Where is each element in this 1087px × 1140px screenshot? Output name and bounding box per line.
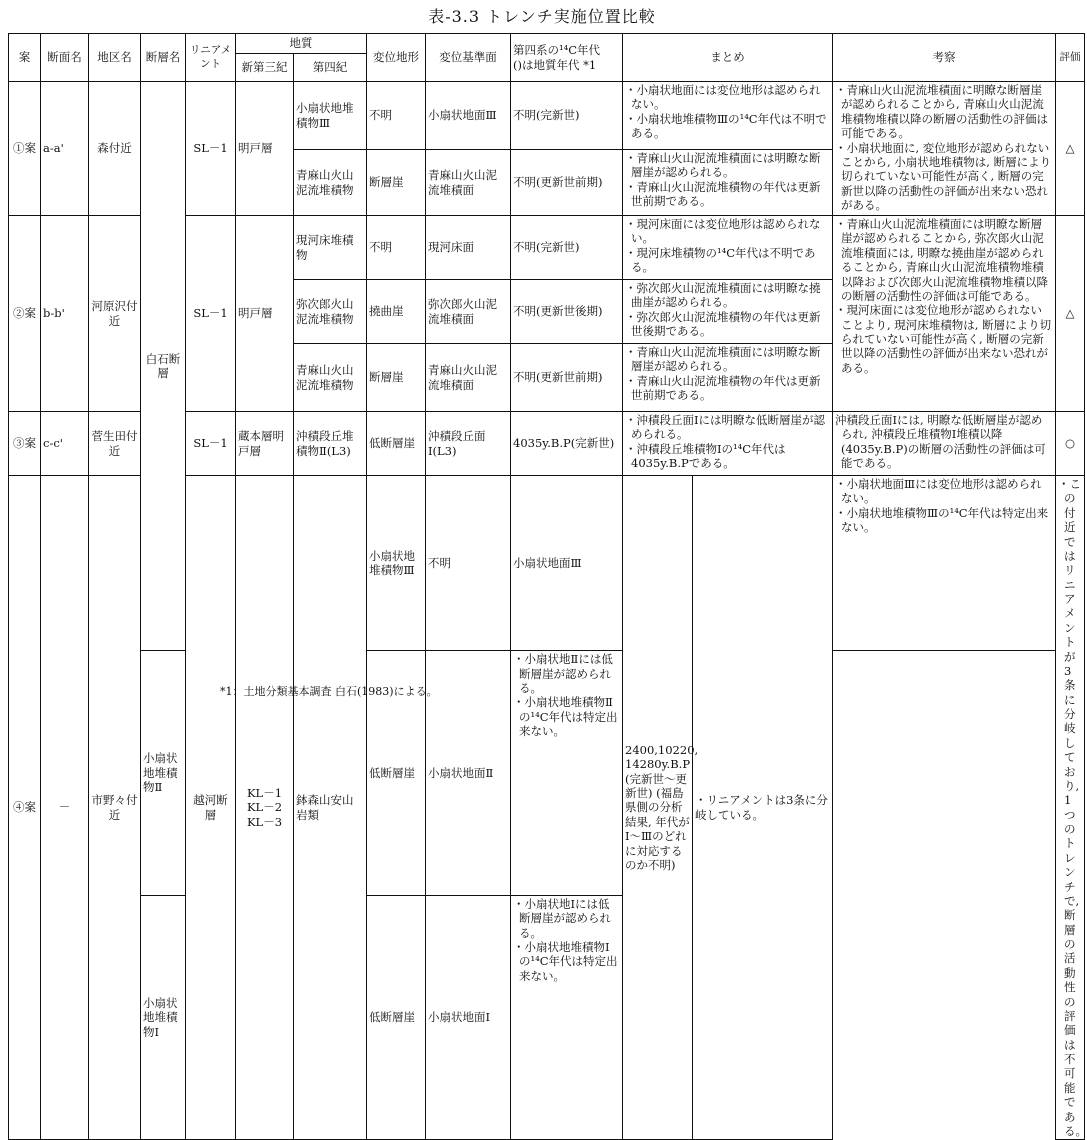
quaternary-cell: 沖積段丘堆積物Ⅱ(L3) [294,412,367,476]
neogene-cell: 明戸層 [236,82,294,216]
evaluation-cell: △ [1056,82,1085,216]
summary-line: ・小扇状地Ⅱには低断層崖が認められる。 [513,652,613,696]
age-cell: 不明(更新世前期) [511,150,623,216]
header-landform: 変位地形 [367,34,426,82]
summary-line: ・小扇状地面Ⅲには変位地形は認められない。 [835,477,1042,506]
datum-cell: 沖積段丘面Ⅰ(L3) [426,412,511,476]
summary-line: ・現河床堆積物の¹⁴C年代は不明である。 [625,245,816,275]
table-title: 表-3.3 トレンチ実施位置比較 [428,7,656,26]
discussion-line: ・青麻山火山泥流堆積面には明瞭な断層崖が認められることから, 弥次郎火山泥流堆積面には, 明瞭な撓曲崖が認められることから, 青麻山火山泥流堆積物堆積以降および次郎火山泥流堆積物堆積以降の断層の活動性の評価は可能である。 [835,217,1048,303]
summary-line: ・弥次郎火山泥流堆積面には明瞭な撓曲崖が認められる。 [625,281,821,310]
summary-cell [623,344,833,412]
area-cell: 森付近 [89,82,141,216]
quaternary-cell: 弥次郎火山泥流堆積物 [294,280,367,344]
summary-line: ・沖積段丘堆積物Ⅰの¹⁴C年代は4035y.B.Pである。 [625,441,786,471]
discussion-line: ・小扇状地面に, 変位地形が認められないことから, 小扇状地堆積物は, 断層により切られていない可能性が高く, 断層の完新世以降の活動性の評価が出来ない恐れがある。 [835,140,1052,212]
discussion-line: ・青麻山火山泥流堆積面に明瞭な断層崖が認められることから, 青麻山火山泥流堆積物堆積以降の断層の活動性の評価は可能である。 [835,83,1048,141]
landform-cell: 断層崖 [367,150,426,216]
header-evaluation: 評価 [1056,34,1085,82]
quaternary-cell: 小扇状地堆積物Ⅲ [367,476,426,651]
summary-line: ・沖積段丘面Ⅰには明瞭な低断層崖が認められる。 [625,413,826,442]
landform-cell: 撓曲崖 [367,280,426,344]
summary-line: ・青麻山火山泥流堆積面には明瞭な断層崖が認められる。 [625,345,821,374]
summary-line: ・青麻山火山泥流堆積面には明瞭な断層崖が認められる。 [625,151,821,180]
area-cell: 市野々付近 [89,476,141,1140]
age-cell: 4035y.B.P(完新世) [511,412,623,476]
age-cell: 不明(完新世) [511,82,623,150]
summary-cell [623,150,833,216]
table-row [9,82,1085,150]
neogene-cell: 蔵本層明戸層 [236,412,294,476]
summary-cell [623,82,833,150]
landform-cell: 不明 [367,216,426,280]
an-cell: ②案 [9,216,41,412]
area-cell: 菅生田付近 [89,412,141,476]
neogene-cell: 鉢森山安山岩類 [294,476,367,1140]
evaluation-cell: △ [1056,216,1085,412]
landform-cell: 不明 [426,476,511,651]
neogene-cell: 明戸層 [236,216,294,412]
table-row [9,651,1085,895]
lineament-cell: KL－1 KL－2 KL－3 [236,476,294,1140]
fault-cell: 白石断層 [141,82,186,651]
discussion-cell [833,216,1056,412]
datum-cell: 青麻山火山泥流堆積面 [426,150,511,216]
datum-cell: 小扇状地面Ⅲ [426,82,511,150]
table-row [9,895,1085,1139]
header-age [511,34,623,82]
summary-common-cell: ・リニアメントは3条に分岐している。 [693,476,833,1140]
datum-cell: 小扇状地面Ⅲ [511,476,623,651]
lineament-cell: SL－1 [186,82,236,216]
discussion-line: ・現河床面には変位地形が認められないことより, 現河床堆積物は, 断層により切られていない可能性が高く, 断層の完新世以降の活動性の評価が出来ない恐れがある。 [835,303,1052,375]
landform-cell: 断層崖 [367,344,426,412]
summary-line: ・小扇状地堆積物Ⅲの¹⁴C年代は特定出来ない。 [835,505,1049,535]
quaternary-cell: 青麻山火山泥流堆積物 [294,150,367,216]
quaternary-cell: 小扇状地堆積物Ⅱ [141,651,186,895]
section-cell: c-c' [41,412,89,476]
summary-line: ・小扇状地堆積物Ⅱの¹⁴C年代は特定出来ない。 [513,695,618,739]
header-an: 案 [9,34,41,82]
datum-cell: 小扇状地面Ⅱ [426,651,511,895]
an-cell: ③案 [9,412,41,476]
age-cell: 2400,10220, 14280y.B.P (完新世～更新世) (福島県側の分析結果, 年代がⅠ～Ⅲのどれに対応するのか不明) [623,476,693,1140]
datum-cell: 現河床面 [426,216,511,280]
summary-cell [511,651,623,895]
header-neogene: 新第三紀 [236,54,294,82]
datum-cell: 弥次郎火山泥流堆積面 [426,280,511,344]
age-cell: 不明(更新世後期) [511,280,623,344]
section-cell: b-b' [41,216,89,412]
landform-cell: 低断層崖 [367,651,426,895]
area-cell: 河原沢付近 [89,216,141,412]
section-cell: a-a' [41,82,89,216]
header-area: 地区名 [89,34,141,82]
age-cell: 不明(更新世前期) [511,344,623,412]
discussion-line: ・この付近ではリニアメントが3条に分岐しており, 1つのトレンチで, 断層の活動性の評価は不可能である。 [1058,477,1087,1138]
header-age-line1: 第四系の¹⁴C年代 [513,43,601,58]
quaternary-cell: 現河床堆積物 [294,216,367,280]
header-geology: 地質 [236,34,367,54]
summary-cell [623,412,833,476]
landform-cell: 不明 [367,82,426,150]
summary-line: ・小扇状地堆積物Ⅲの¹⁴C年代は不明である。 [625,111,827,141]
header-age-line2: ()は地質年代 *1 [513,57,597,72]
summary-line: ・弥次郎火山泥流堆積物の年代は更新世後期である。 [625,309,821,339]
discussion-cell [1056,476,1085,1140]
header-discussion: 考察 [833,34,1056,82]
landform-cell: 低断層崖 [367,412,426,476]
fault-cell: 越河断層 [186,476,236,1140]
summary-cell [623,216,833,280]
discussion-cell [833,82,1056,216]
lineament-cell: SL－1 [186,412,236,476]
header-datum: 変位基準面 [426,34,511,82]
discussion-cell [833,412,1056,476]
summary-cell [833,476,1056,651]
summary-line: ・青麻山火山泥流堆積物の年代は更新世前期である。 [625,373,821,403]
lineament-cell: SL－1 [186,216,236,412]
age-cell: 不明(完新世) [511,216,623,280]
header-summary: まとめ [623,34,833,82]
summary-cell [511,895,623,1139]
evaluation-cell: ○ [1056,412,1085,476]
section-cell: － [41,476,89,1140]
summary-line: ・現河床面には変位地形は認められない。 [625,217,821,246]
summary-line: ・小扇状地Ⅰには低断層崖が認められる。 [513,896,611,940]
quaternary-cell: 小扇状地堆積物Ⅰ [141,895,186,1139]
header-fault: 断層名 [141,34,186,82]
quaternary-cell: 小扇状地堆積物Ⅲ [294,82,367,150]
datum-cell: 小扇状地面Ⅰ [426,895,511,1139]
quaternary-cell: 青麻山火山泥流堆積物 [294,344,367,412]
footnote: *1：土地分類基本調査 白石(1983)による。 [220,685,438,698]
discussion-line: 沖積段丘面Ⅰには, 明瞭な低断層崖が認められ, 沖積段丘堆積物Ⅰ堆積以降(4035y.B.P)の断層の活動性の評価は可能である。 [835,413,1046,471]
summary-cell [623,280,833,344]
header-lineament: リニアメント [186,34,236,82]
an-cell: ①案 [9,82,41,216]
an-cell: ④案 [9,476,41,1140]
landform-cell: 低断層崖 [367,895,426,1139]
datum-cell: 青麻山火山泥流堆積面 [426,344,511,412]
summary-line: ・小扇状地堆積物Ⅰの¹⁴C年代は特定出来ない。 [513,939,618,983]
header-quaternary: 第四紀 [294,54,367,82]
header-section: 断面名 [41,34,89,82]
summary-line: ・青麻山火山泥流堆積物の年代は更新世前期である。 [625,179,821,209]
summary-line: ・小扇状地面には変位地形は認められない。 [625,83,821,112]
trench-comparison-table [8,33,1085,1140]
